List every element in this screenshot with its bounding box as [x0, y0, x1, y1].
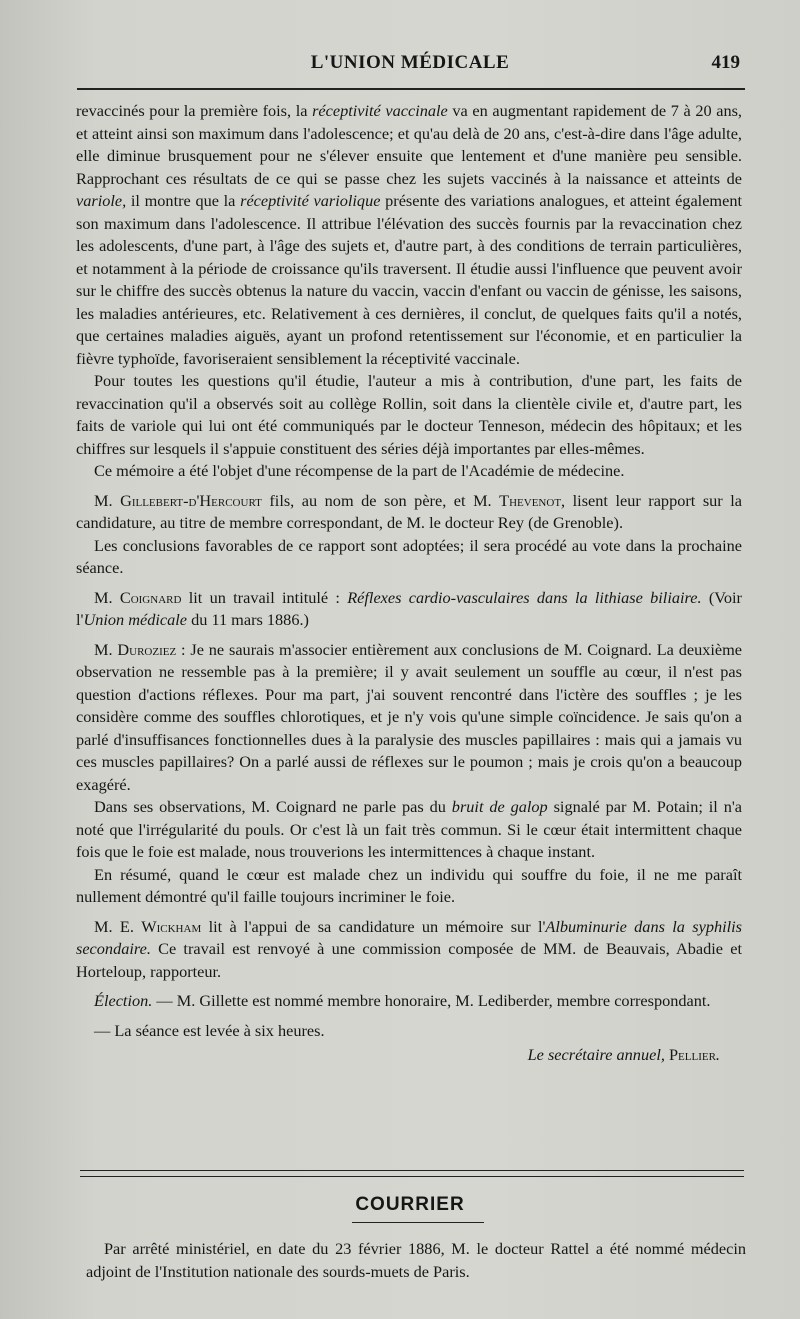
article-body [76, 100, 742, 1067]
page-number: 419 [711, 52, 740, 73]
paragraph-3: Ce mémoire a été l'objet d'une récompense de la part de l'Académie de médecine. [94, 461, 625, 480]
paragraph-11: Élection. — M. Gillette est nommé membre honoraire, M. Lediberder, membre correspondant. [94, 991, 711, 1010]
paragraph-6: M. Coignard lit un travail intitulé : Réflexes cardio-vasculaires dans la lithiase biliaire. (Voir l'Union médicale du 11 mars 1886.) [76, 587, 742, 629]
paragraph-5: Les conclusions favorables de ce rapport sont adoptées; il sera procédé au vote dans la prochaine séance. [76, 535, 742, 577]
paragraph-7: M. Duroziez : Je ne saurais m'associer entièrement aux conclusions de M. Coignard. La deuxième observation ne ressemble pas à la première; il y avait seulement un souffle au cœur, il n'est pas question d'actions réflexes. Pour ma part, j'ai souvent rencontré dans l'ictère des souffles ; je les considère comme des souffles chlorotiques, et je n'y vois qu'une simple coïncidence. Je sais qu'on a parlé d'insuffisances fonctionnelles dues à la paralysie des muscles papillaires : mais qui a jamais vu ces muscles papillaires? On a parlé aussi de réflexes sur le poumon ; mais je crois qu'on a beaucoup exagéré. [76, 639, 742, 794]
paragraph-9: En résumé, quand le cœur est malade chez un individu qui souffre du foie, il ne me paraît nullement démontré qu'il faille toujours incriminer le foie. [76, 864, 742, 906]
paragraph-8: Dans ses observations, M. Coignard ne parle pas du bruit de galop signalé par M. Potain; il n'a noté que l'irrégularité du pouls. Or c'est là un fait très commun. Si le cœur était intermittent chaque fois que le foie est malade, nous trouverions les intermittences à chaque instant. [76, 797, 742, 861]
signature: Le secrétaire annuel, Pellier. [527, 1045, 720, 1064]
paragraph-12: — La séance est levée à six heures. [94, 1020, 325, 1040]
page-header [80, 52, 740, 82]
section-title: COURRIER [355, 1194, 465, 1215]
paragraph-10: M. E. Wickham lit à l'appui de sa candidature un mémoire sur l'Albuminurie dans la syphilis secondaire. Ce travail est renvoyé à une commission composée de MM. de Beauvais, Abadie et Horteloup, rapporteur. [76, 916, 743, 981]
section-divider [80, 1170, 744, 1177]
paragraph-1: revaccinés pour la première fois, la réceptivité vaccinale va en augmentant rapidement de 7 à 20 ans, et atteint ainsi son maximum dans l'adolescence; et qu'au delà de 20 ans, c'est-à-dire dans l'âge adulte, elle diminue brusquement pour ne s'élever ensuite que lentement et d'une manière peu sensible. Rapprochant ces résultats de ce qui se passe chez les sujets vaccinés à la naissance et atteints de variole, il montre que la réceptivité variolique présente des variations analogues, et atteint également son maximum dans l'adolescence. Il attribue l'élévation des succès fournis par la revaccination chez les adolescents, d'une part, à l'âge des sujets et, d'autre part, à des conditions de terrain particulières, et notamment à la période de croissance qu'ils traversent. Il étudie aussi l'influence que peuvent avoir sur le chiffre des succès obtenus la nature du vaccin, vaccin d'enfant ou vaccin de génisse, les saisons, les maladies antérieures, etc. Relativement à ces dernières, il conclut, de quelques faits qu'il a notés, que certaines maladies aiguës, ayant un profond retentissement sur l'économie, et en particulier la fièvre typhoïde, favoriseraient sensiblement la réceptivité vaccinale. [76, 101, 742, 368]
courrier-body [86, 1238, 746, 1283]
paragraph-2: Pour toutes les questions qu'il étudie, l'auteur a mis à contribution, d'une part, les faits de revaccination qu'il a observés soit au collège Rollin, soit dans la clientèle civile et, d'autre part, les faits de variole qui lui ont été communiqués par le docteur Tenneson, médecin des hôpitaux; et les chiffres sur lesquels il s'appuie constituent des séries déjà importantes par elles-mêmes. [76, 371, 742, 458]
running-title: L'UNION MÉDICALE [310, 52, 510, 73]
courrier-paragraph: Par arrêté ministériel, en date du 23 février 1886, M. le docteur Rattel a été nommé médecin adjoint de l'Institution nationale des sourds-muets de Paris. [86, 1239, 746, 1281]
paragraph-4: M. Gillebert-d'Hercourt fils, au nom de son père, et M. Thevenot, lisent leur rapport sur la candidature, au titre de membre correspondant, de M. le docteur Rey (de Grenoble). [76, 490, 743, 532]
header-rule [77, 88, 745, 90]
title-underline [352, 1222, 484, 1223]
